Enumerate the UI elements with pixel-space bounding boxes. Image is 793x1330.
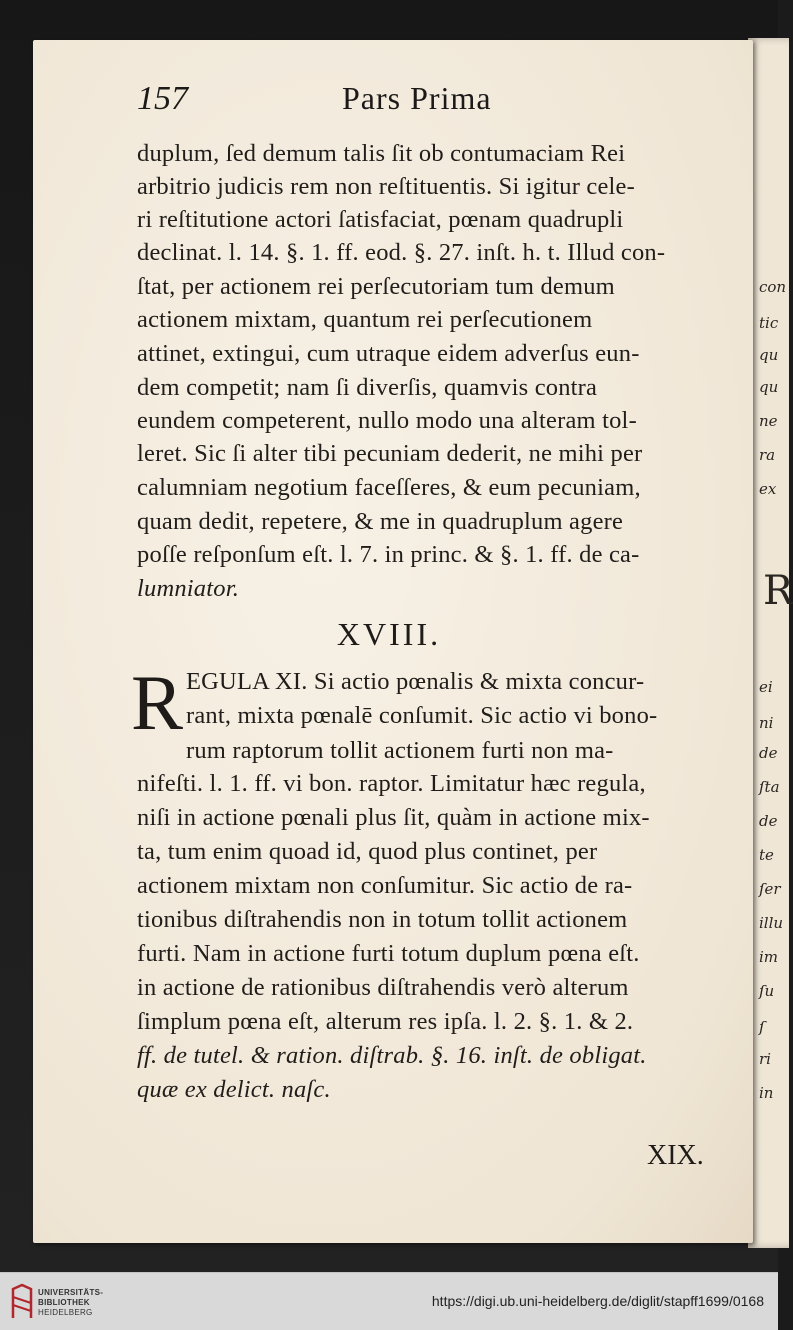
facing-fragment: ri	[759, 1050, 771, 1068]
facing-fragment: tic	[759, 314, 779, 332]
text-line: nifeſti. l. 1. ff. vi bon. raptor. Limitatur hæc regula,	[137, 770, 646, 797]
text-line: quam dedit, repetere, & me in quadruplum agere	[137, 508, 624, 535]
viewer-footer	[0, 1272, 778, 1330]
library-name	[38, 1288, 103, 1318]
facing-fragment: ra	[759, 446, 776, 464]
text-line: ſtat, per actionem rei perſecutoriam tum demum	[137, 273, 615, 300]
section-heading: XVIII.	[336, 616, 442, 652]
text-line: ri reſtitutione actori ſatisfaciat, pœnam quadrupli	[137, 206, 624, 233]
facing-fragment: R	[763, 568, 793, 614]
facing-fragment: ſ	[759, 1018, 765, 1036]
facing-fragment: qu	[759, 378, 779, 396]
text-line: rant, mixta pœnalē conſumit. Sic actio vi bono-	[186, 702, 658, 729]
drop-cap: R	[131, 659, 184, 746]
library-name-line: UNIVERSITÄTS-	[38, 1288, 104, 1297]
catchword: XIX.	[647, 1140, 704, 1171]
text-line: dem competit; nam ſi diverſis, quamvis contra	[137, 374, 598, 401]
text-line: actionem mixtam, quantum rei perſecutionem	[137, 306, 593, 333]
text-line: lumniator.	[137, 575, 240, 602]
text-line: calumniam negotium faceſſeres, & eum pecuniam,	[137, 474, 641, 501]
library-logo-icon[interactable]	[10, 1283, 34, 1321]
facing-fragment: con	[759, 278, 787, 296]
facing-fragment: de	[759, 744, 778, 762]
facing-fragment: qu	[759, 346, 779, 364]
facing-fragment: ſer	[759, 880, 781, 898]
facing-fragment: ni	[759, 714, 774, 732]
facing-fragment: ſu	[759, 982, 775, 1000]
text-line: arbitrio judicis rem non reſtituentis. Si igitur cele-	[137, 173, 635, 200]
facing-fragment: ei	[759, 678, 773, 696]
text-line: niſi in actione pœnali plus ſit, quàm in actione mix-	[137, 804, 650, 831]
text-line: tionibus diſtrahendis non in totum tollit actionem	[137, 906, 628, 933]
library-name-line: HEIDELBERG	[38, 1308, 93, 1317]
text-line: quæ ex delict. naſc.	[137, 1076, 331, 1103]
text-line: ſimplum pœna eſt, alterum res ipſa. l. 2. §. 1. & 2.	[137, 1008, 634, 1035]
facing-fragment: in	[759, 1084, 774, 1102]
facing-fragment: im	[759, 948, 779, 966]
library-name-line: BIBLIOTHEK	[38, 1298, 90, 1307]
facing-fragment: ne	[759, 412, 778, 430]
text-line: furti. Nam in actione furti totum duplum pœna eſt.	[137, 940, 640, 967]
text-line: ff. de tutel. & ration. diſtrab. §. 16. inſt. de obligat.	[137, 1042, 647, 1069]
page-number: 157	[137, 80, 188, 117]
text-line: EGULA XI. Si actio pœnalis & mixta concur-	[186, 668, 645, 695]
text-line: duplum, ſed demum talis ſit ob contumaciam Rei	[137, 140, 626, 167]
permalink-url[interactable]: https://digi.ub.uni-heidelberg.de/diglit/stapff1699/0168	[431, 1293, 764, 1309]
text-line: declinat. l. 14. §. 1. ff. eod. §. 27. inſt. h. t. Illud con-	[137, 239, 666, 266]
facing-fragment: ex	[759, 480, 777, 498]
text-line: eundem competerent, nullo modo una alteram tol-	[137, 407, 637, 434]
facing-fragment: te	[759, 846, 774, 864]
facing-fragment: ſta	[759, 778, 780, 796]
facing-fragment: de	[759, 812, 778, 830]
text-line: attinet, extingui, cum utraque eidem adverſus eun-	[137, 340, 640, 367]
text-line: ta, tum enim quoad id, quod plus continet, per	[137, 838, 598, 865]
running-title: Pars Prima	[342, 80, 492, 116]
text-line: in actione de rationibus diſtrahendis verò alterum	[137, 974, 629, 1001]
text-line: rum raptorum tollit actionem furti non ma-	[186, 737, 614, 764]
text-line: poſſe reſponſum eſt. l. 7. in princ. & §. 1. ff. de ca-	[137, 541, 640, 568]
text-line: actionem mixtam non conſumitur. Sic actio de ra-	[137, 872, 633, 899]
facing-fragment: illu	[759, 914, 784, 932]
text-line: leret. Sic ſi alter tibi pecuniam dederit, ne mihi per	[137, 440, 643, 467]
